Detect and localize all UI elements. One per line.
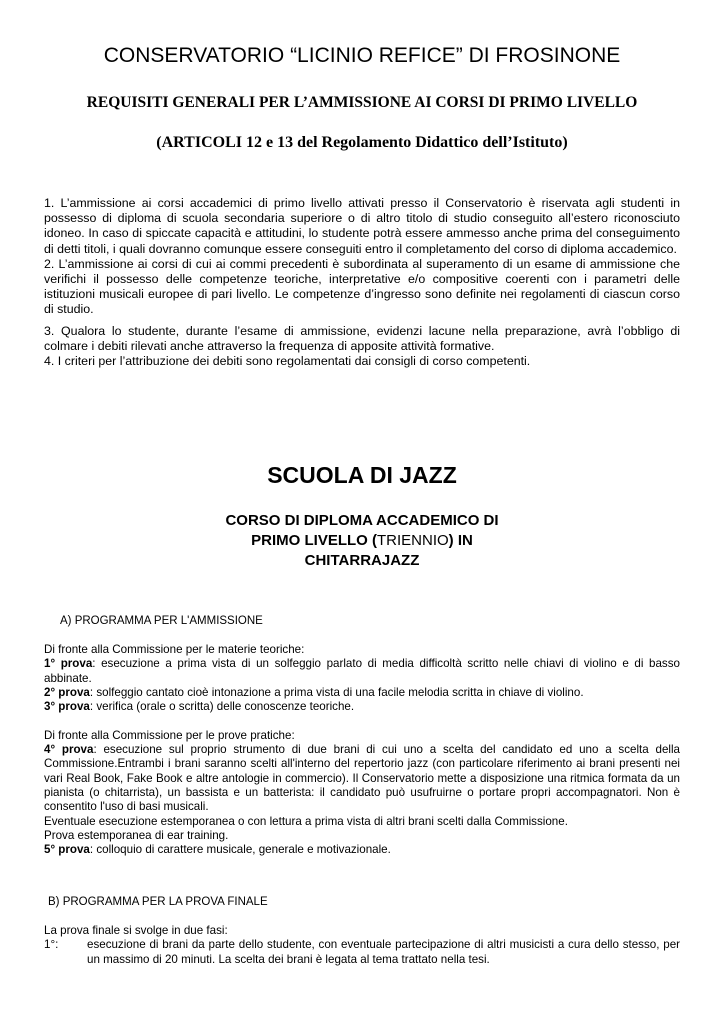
course-title-line3: CHITARRAJAZZ	[304, 552, 420, 569]
extra-performance: Eventuale esecuzione estemporanea o con lettura a prima vista di altri brani scelti dalla Commissione.	[44, 814, 568, 828]
item-number: 1°:	[44, 938, 59, 952]
course-title-line1: CORSO DI DIPLOMA ACCADEMICO DI	[225, 512, 499, 529]
institution-title: CONSERVATORIO “LICINIO REFICE” DI FROSINONE	[103, 44, 621, 67]
admission-program	[44, 643, 680, 857]
prova-text: : verifica (orale o scritta) delle conoscenze teoriche.	[89, 700, 355, 714]
requirement-paragraph: 3. Qualora lo studente, durante l’esame di ammissione, evidenzi lacune nella preparazione, avrà l’obbligo di colmare i debiti rilevati anche attraverso la frequenza di apposite attività formative.	[44, 323, 680, 353]
prova-4	[44, 743, 680, 814]
requirement-paragraph: 2. L’ammissione ai corsi di cui ai commi precedenti è subordinata al superamento di un esame di ammissione che verifichi il possesso delle competenze teoriche, interpretative e/o compositive coerenti con i parametri delle istituzioni musicali europee di pari livello. Le competenze d’ingresso sono definite nei regolamenti di ciascun corso di studio.	[44, 256, 680, 317]
general-requirements	[44, 196, 680, 369]
prova-label: 5° prova	[44, 843, 90, 857]
prova-text: : esecuzione a prima vista di un solfeggio parlato di media difficoltà scritto nelle chiavi di violino e di basso abbinate.	[44, 657, 680, 685]
final-exam-intro: La prova finale si svolge in due fasi:	[44, 924, 228, 937]
prova-5	[44, 843, 680, 857]
item-text: esecuzione di brani da parte dello studente, con eventuale partecipazione di altri musicisti a cura dello stesso, per un massimo di 20 minuti. La scelta dei brani è legata al tema trattato nella tesi.	[87, 938, 680, 966]
articles-reference: (ARTICOLI 12 e 13 del Regolamento Didattico dell’Istituto)	[156, 134, 568, 151]
school-title: SCUOLA DI JAZZ	[267, 462, 457, 488]
prova-text: : solfeggio cantato cioè intonazione a prima vista di una facile melodia scritta in chiave di violino.	[89, 685, 584, 699]
prova-label: 3° prova	[44, 700, 90, 714]
final-exam-program	[44, 924, 680, 967]
course-title-part: ) IN	[448, 532, 473, 549]
requirements-subtitle: REQUISITI GENERALI PER L’AMMISSIONE AI CORSI DI PRIMO LIVELLO	[86, 94, 638, 111]
ear-training: Prova estemporanea di ear training.	[44, 828, 229, 842]
prova-1	[44, 657, 680, 686]
course-title	[0, 511, 724, 571]
final-exam-item	[44, 938, 680, 967]
prova-label: 2° prova	[44, 685, 90, 699]
prova-3	[44, 700, 680, 714]
section-b-heading: B) PROGRAMMA PER LA PROVA FINALE	[48, 896, 268, 908]
section-a-heading: A) PROGRAMMA PER L'AMMISSIONE	[60, 615, 263, 627]
course-title-part: PRIMO LIVELLO (	[251, 532, 377, 549]
theory-intro: Di fronte alla Commissione per le materie teoriche:	[44, 643, 305, 656]
spacer	[44, 714, 680, 728]
practical-intro: Di fronte alla Commissione per le prove pratiche:	[44, 728, 295, 742]
prova-label: 4° prova	[44, 743, 94, 757]
prova-2	[44, 686, 680, 700]
prova-text: : colloquio di carattere musicale, generale e motivazionale.	[89, 843, 391, 857]
course-duration: TRIENNIO	[377, 532, 449, 549]
course-title-line2	[0, 531, 724, 551]
requirement-paragraph: 1. L’ammissione ai corsi accademici di primo livello attivati presso il Conservatorio è riservata agli studenti in possesso di diploma di scuola secondaria superiore o di altro titolo di studio conseguito all’estero riconosciuto idoneo. In caso di spiccate capacità e attitudini, lo studente potrà essere ammesso anche prima del conseguimento di detti titoli, i quali dovranno comunque essere conseguiti entro il completamento del corso di diploma accademico.	[44, 196, 680, 256]
requirement-paragraph: 4. I criteri per l’attribuzione dei debiti sono regolamentati dai consigli di corso competenti.	[44, 354, 531, 369]
prova-text: : esecuzione sul proprio strumento di due brani di cui uno a scelta del candidato ed uno a scelta della Commissione.Entrambi i brani saranno scelti all'interno del repertorio jazz (con particolare riferimento ai brani presenti nei vari Real Book, Fake Book e altre antologie in commercio). Il Conservatorio mette a disposizione una ritmica formata da un pianista (o chitarrista), un bassista e un batterista: il candidato può usufruirne o portare propri accompagnatori. Non è consentito l'uso di basi musicali.	[44, 743, 680, 814]
prova-label: 1° prova	[44, 657, 93, 671]
